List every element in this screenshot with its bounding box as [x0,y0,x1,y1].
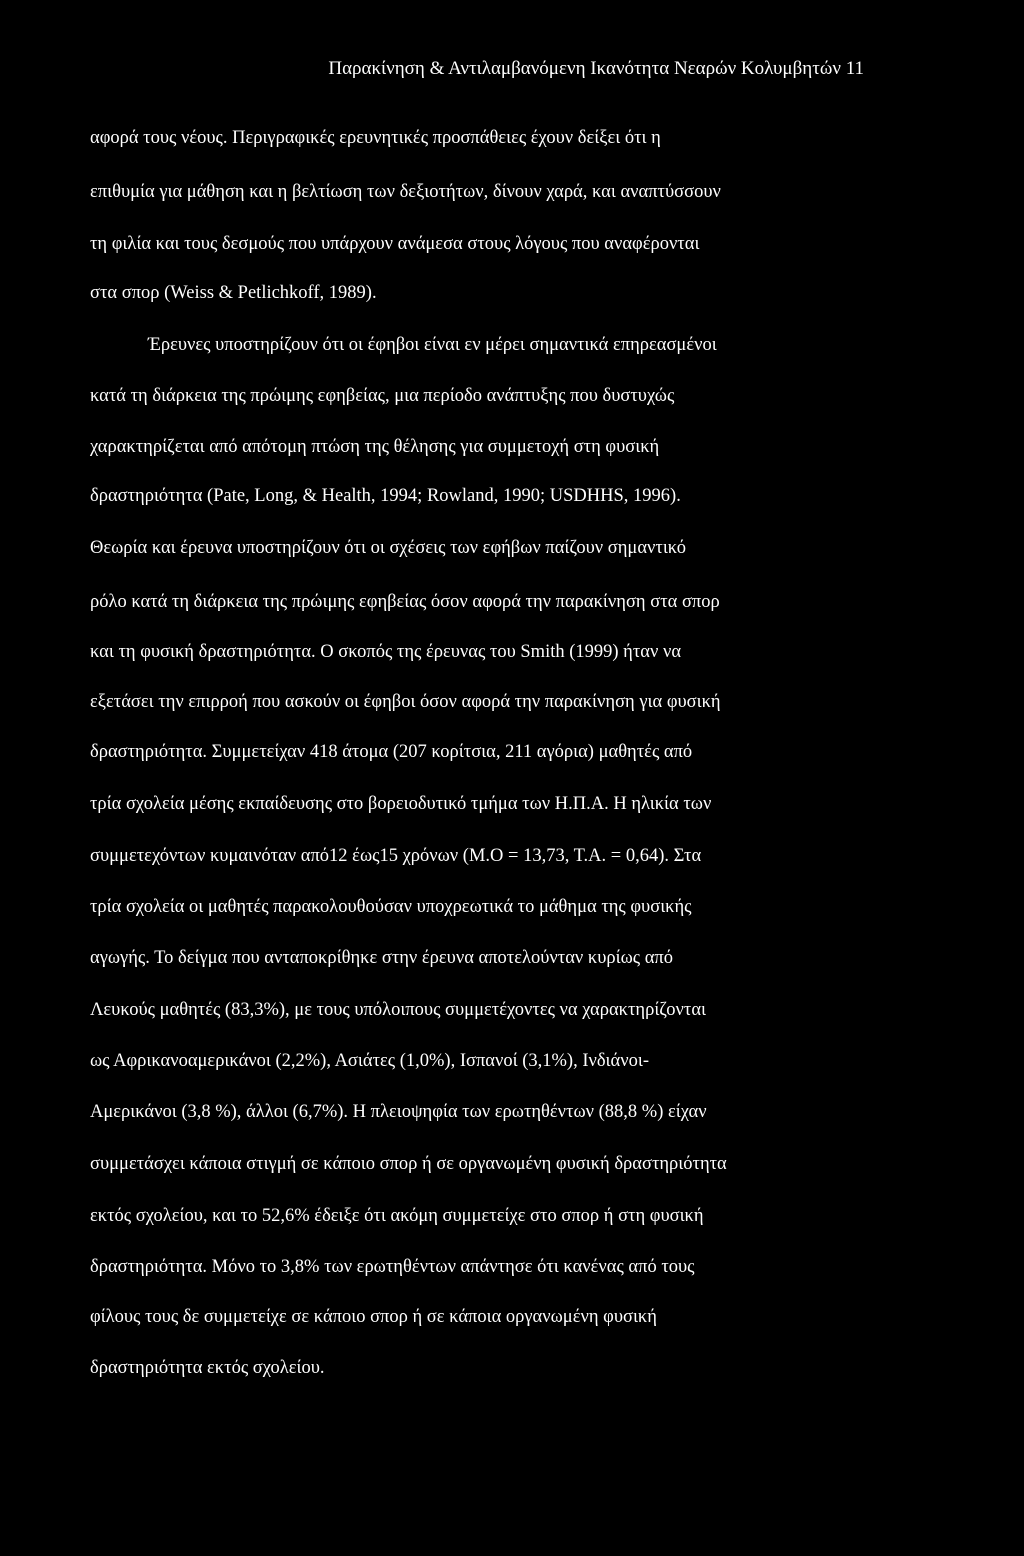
text-line: συμμετεχόντων κυμαινόταν από12 έως15 χρόνων (Μ.Ο = 13,73, Τ.Α. = 0,64). Στα [90,846,702,866]
text-line: εξετάσει την επιρροή που ασκούν οι έφηβοι όσον αφορά την παρακίνηση για φυσική [90,692,721,712]
text-line: τρία σχολεία μέσης εκπαίδευσης στο βορειοδυτικό τμήμα των Η.Π.Α. Η ηλικία των [90,794,712,814]
text-line: αγωγής. Το δείγμα που ανταποκρίθηκε στην έρευνα αποτελούνταν κυρίως από [90,948,673,968]
text-line: Έρευνες υποστηρίζουν ότι οι έφηβοι είναι εν μέρει σημαντικά επηρεασμένοι [148,335,717,355]
text-line: δραστηριότητα (Pate, Long, & Health, 1994; Rowland, 1990; USDHHS, 1996). [90,486,681,506]
text-line: Λευκούς μαθητές (83,3%), με τους υπόλοιπους συμμετέχοντες να χαρακτηρίζονται [90,1000,706,1020]
text-line: ρόλο κατά τη διάρκεια της πρώιμης εφηβείας όσον αφορά την παρακίνηση στα σπορ [90,592,720,612]
text-line: εκτός σχολείου, και το 52,6% έδειξε ότι ακόμη συμμετείχε στο σπορ ή στη φυσική [90,1206,704,1226]
text-line: τη φιλία και τους δεσμούς που υπάρχουν ανάμεσα στους λόγους που αναφέρονται [90,234,700,254]
text-line: Θεωρία και έρευνα υποστηρίζουν ότι οι σχέσεις των εφήβων παίζουν σημαντικό [90,538,686,558]
text-line: στα σπορ (Weiss & Petlichkoff, 1989). [90,283,377,303]
text-line: και τη φυσική δραστηριότητα. Ο σκοπός της έρευνας του Smith (1999) ήταν να [90,642,682,662]
text-line: δραστηριότητα. Μόνο το 3,8% των ερωτηθέντων απάντησε ότι κανένας από τους [90,1257,695,1277]
text-line: φίλους τους δε συμμετείχε σε κάποιο σπορ ή σε κάποια οργανωμένη φυσική [90,1307,657,1327]
text-line: τρία σχολεία οι μαθητές παρακολουθούσαν υποχρεωτικά το μάθημα της φυσικής [90,897,692,917]
text-line: δραστηριότητα. Συμμετείχαν 418 άτομα (207 κορίτσια, 211 αγόρια) μαθητές από [90,742,693,762]
running-title: Παρακίνηση & Αντιλαμβανόμενη Ικανότητα Νεαρών Κολυμβητών [328,58,841,79]
text-line: ως Αφρικανοαμερικάνοι (2,2%), Ασιάτες (1,0%), Ισπανοί (3,1%), Ινδιάνοι- [90,1051,649,1071]
text-line: συμμετάσχει κάποια στιγμή σε κάποιο σπορ ή σε οργανωμένη φυσική δραστηριότητα [90,1154,727,1174]
text-line: χαρακτηρίζεται από απότομη πτώση της θέλησης για συμμετοχή στη φυσική [90,437,660,457]
text-line: κατά τη διάρκεια της πρώιμης εφηβείας, μια περίοδο ανάπτυξης που δυστυχώς [90,386,675,406]
text-line: Αμερικάνοι (3,8 %), άλλοι (6,7%). Η πλειοψηφία των ερωτηθέντων (88,8 %) είχαν [90,1102,707,1122]
running-header [328,58,864,80]
text-line: αφορά τους νέους. Περιγραφικές ερευνητικές προσπάθειες έχουν δείξει ότι η [90,128,661,148]
text-line: δραστηριότητα εκτός σχολείου. [90,1358,325,1378]
page-number: 11 [845,58,864,79]
text-line: επιθυμία για μάθηση και η βελτίωση των δεξιοτήτων, δίνουν χαρά, και αναπτύσσουν [90,182,721,202]
